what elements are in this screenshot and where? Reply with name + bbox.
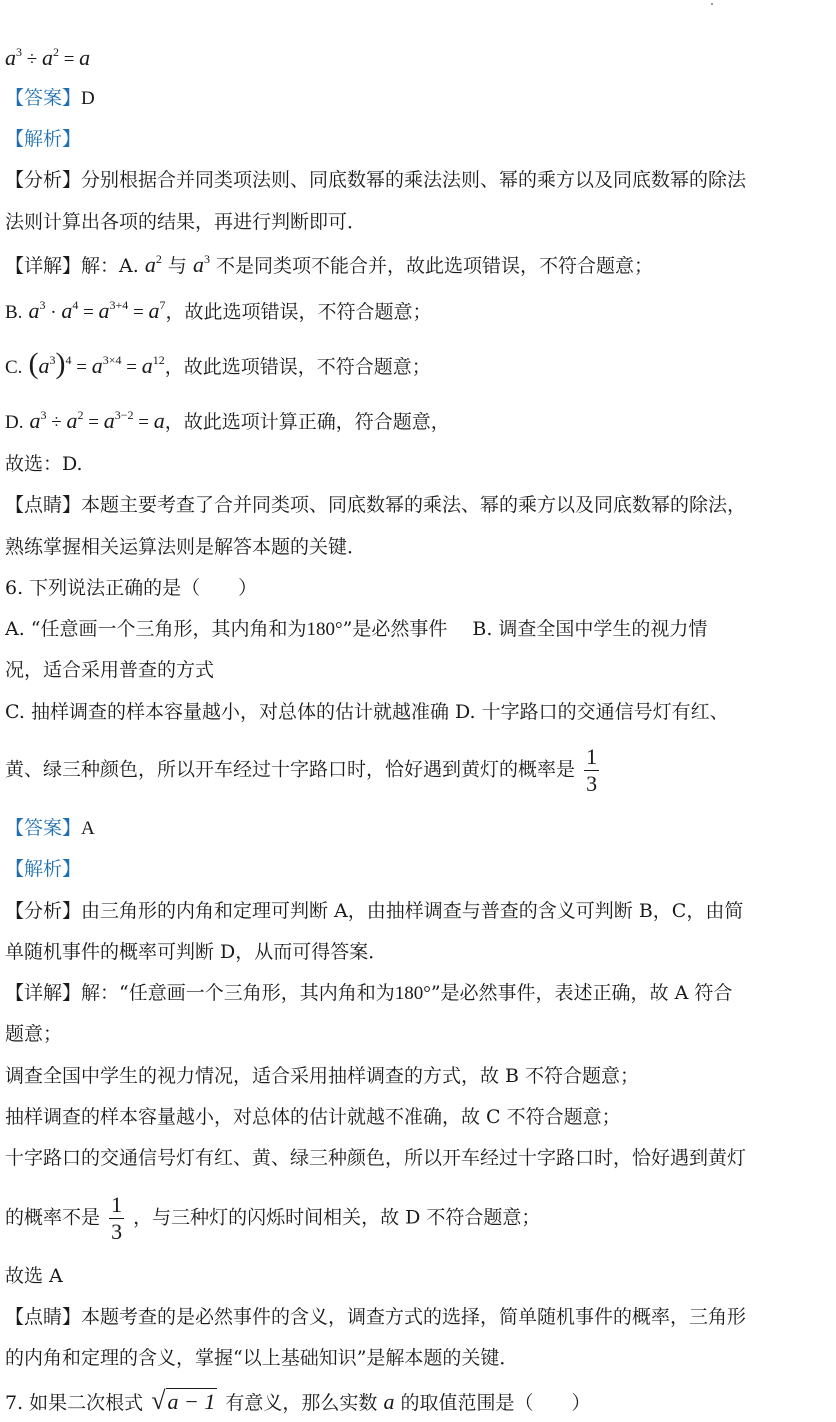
q5-option-c: C. $(a^3)^4 = a^{3\times 4} = a^{12}$，故此选项错误，不符合题意； (5, 347, 431, 380)
q6-option-b-cont: 况，适合采用普查的方式 (5, 659, 215, 681)
q6-xiangjie-line5: 十字路口的交通信号灯有红、黄、绿三种颜色，所以开车经过十字路口时，恰好遇到黄灯 (5, 1147, 747, 1169)
q6-fenxi-line2: 单随机事件的概率可判断 D，从而可得答案． (5, 941, 388, 963)
q6-dianjing-line1: 【点睛】本题考查的是必然事件的含义，调查方式的选择，简单随机事件的概率，三角形 (5, 1306, 747, 1328)
q5-fenxi-line2: 法则计算出各项的结果，再进行判断即可． (5, 211, 367, 233)
answer-tag: 【答案】 (5, 87, 82, 109)
q6-xiangjie-line3: 调查全国中学生的视力情况，适合采用抽样调查的方式，故 B 不符合题意； (5, 1065, 640, 1087)
q6-option-d-cont: 黄、绿三种颜色，所以开车经过十字路口时，恰好遇到黄灯的概率是 $\frac{1}{3}$ (5, 744, 598, 796)
q5-choose: 故选：D. (5, 453, 83, 475)
formula-top: $a^3 \div a^2 = a$ (5, 45, 91, 70)
q6-option-c: C. 抽样调查的样本容量越小，对总体的估计就越准确 D. 十字路口的交通信号灯有红、 (5, 701, 729, 723)
q6-xiangjie-line1: 【详解】解：“任意画一个三角形，其内角和为180°”是必然事件，表述正确，故 A 符合 (5, 982, 733, 1004)
q6-xiangjie-line2: 题意； (5, 1023, 63, 1045)
q7-stem: 7. 如果二次根式 √a − 1 有意义，那么实数 a 的取值范围是（ ） (5, 1386, 591, 1415)
q5-xiangjie-a: 【详解】解：A. $a^2$ 与 $a^3$ 不是同类项不能合并，故此选项错误，不符合题意； (5, 252, 653, 277)
q5-option-b: B. $a^3 \cdot a^4 = a^{3+4} = a^7$，故此选项错误，不符合题意； (5, 298, 432, 323)
q6-answer: 【答案】A (5, 817, 95, 839)
q5-analysis-tag: 【解析】 (5, 128, 82, 150)
fraction-one-third: $\frac{1}{3}$ (586, 744, 598, 796)
q5-option-d: D. $a^3 \div a^2 = a^{3-2} = a$，故此选项计算正确，符合题意， (5, 408, 450, 433)
q5-dianjing-line2: 熟练掌握相关运算法则是解答本题的关键． (5, 536, 367, 558)
q6-xiangjie-line4: 抽样调查的样本容量越小，对总体的估计就越不准确，故 C 不符合题意； (5, 1106, 621, 1128)
q6-option-a: A. “任意画一个三角形，其内角和为180°”是必然事件 B. 调查全国中学生的视力情 (5, 618, 708, 640)
q5-fenxi-line1: 【分析】分别根据合并同类项法则、同底数幂的乘法法则、幂的乘方以及同底数幂的除法 (5, 169, 747, 191)
q6-xiangjie-line6: 的概率不是 $\frac{1}{3}$ ，与三种灯的闪烁时间相关，故 D 不符合题意； (5, 1192, 541, 1244)
q6-choose: 故选 A (5, 1265, 63, 1287)
q5-answer: 【答案】D (5, 87, 95, 109)
scan-dot (711, 3, 713, 5)
q6-analysis-tag: 【解析】 (5, 858, 82, 880)
square-root: √a − 1 (151, 1386, 216, 1415)
q5-dianjing-line1: 【点睛】本题主要考查了合并同类项、同底数幂的乘法、幂的乘方以及同底数幂的除法， (5, 494, 747, 516)
q6-dianjing-line2: 的内角和定理的含义，掌握“以上基础知识”是解本题的关键． (5, 1347, 519, 1369)
q6-stem: 6. 下列说法正确的是（ ） (5, 577, 258, 599)
q6-fenxi-line1: 【分析】由三角形的内角和定理可判断 A，由抽样调查与普查的含义可判断 B，C，由简 (5, 900, 744, 922)
fraction-one-third: $\frac{1}{3}$ (111, 1192, 123, 1244)
